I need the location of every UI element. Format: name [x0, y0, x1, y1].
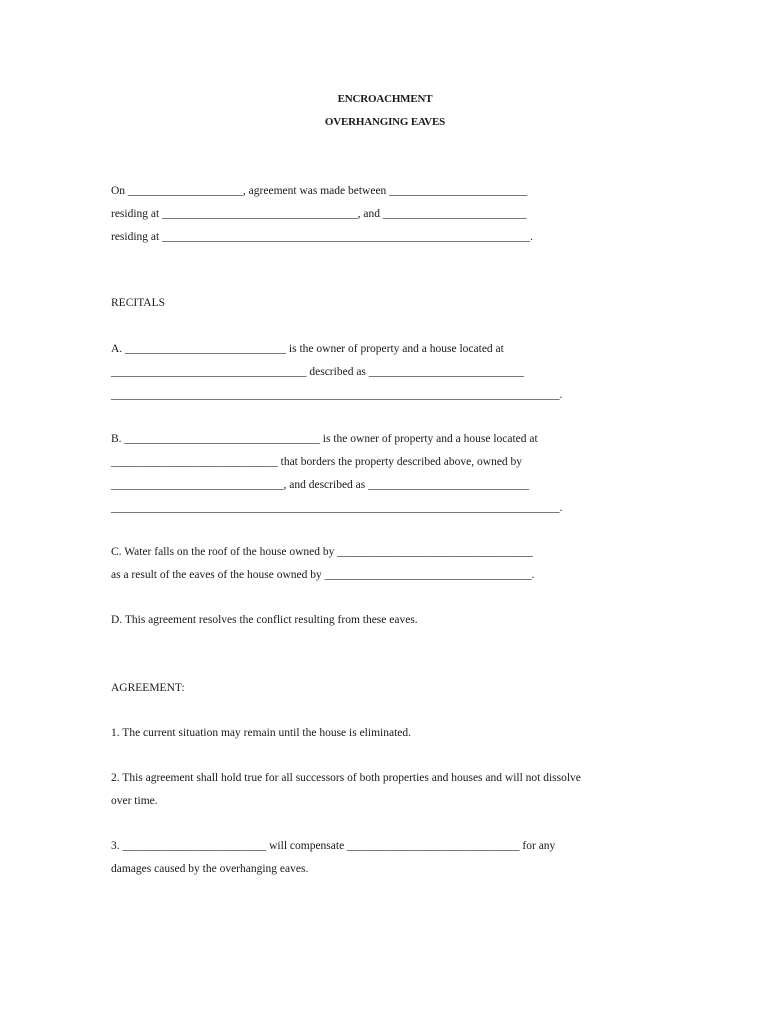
recital-a-line: A. ____________________________ is the owner of property and a house located at [111, 343, 504, 355]
recital-b-line: ______________________________________________________________________________. [111, 502, 563, 514]
recital-d-line: D. This agreement resolves the conflict resulting from these eaves. [111, 614, 418, 626]
recital-c-line: as a result of the eaves of the house owned by ____________________________________. [111, 569, 535, 581]
clause-1-line: 1. The current situation may remain until the house is eliminated. [111, 727, 411, 739]
clause-3-line: damages caused by the overhanging eaves. [111, 863, 309, 875]
clause-2-line: over time. [111, 795, 158, 807]
intro-line: residing at __________________________________, and _________________________ [111, 208, 527, 220]
document-title: ENCROACHMENT [337, 93, 433, 105]
recital-a-line: ______________________________________________________________________________. [111, 389, 563, 401]
recital-b-line: _____________________________ that borders the property described above, owned by [111, 456, 523, 468]
intro-line: On ____________________, agreement was made between ________________________ [111, 185, 528, 197]
recital-a-line: __________________________________ described as ___________________________ [111, 366, 525, 378]
recital-c-line: C. Water falls on the roof of the house owned by __________________________________ [111, 546, 533, 558]
recital-b-line: B. __________________________________ is the owner of property and a house located at [111, 433, 538, 445]
document-subtitle: OVERHANGING EAVES [324, 116, 446, 128]
clause-3-line: 3. _________________________ will compensate ______________________________ for any [111, 840, 556, 852]
recitals-heading: RECITALS [111, 297, 166, 309]
clause-2-line: 2. This agreement shall hold true for all successors of both properties and houses and will not dissolve [111, 772, 581, 784]
recital-b-line: ______________________________, and described as ____________________________ [111, 479, 530, 491]
intro-line: residing at ________________________________________________________________. [111, 231, 533, 243]
agreement-heading: AGREEMENT: [111, 682, 185, 694]
